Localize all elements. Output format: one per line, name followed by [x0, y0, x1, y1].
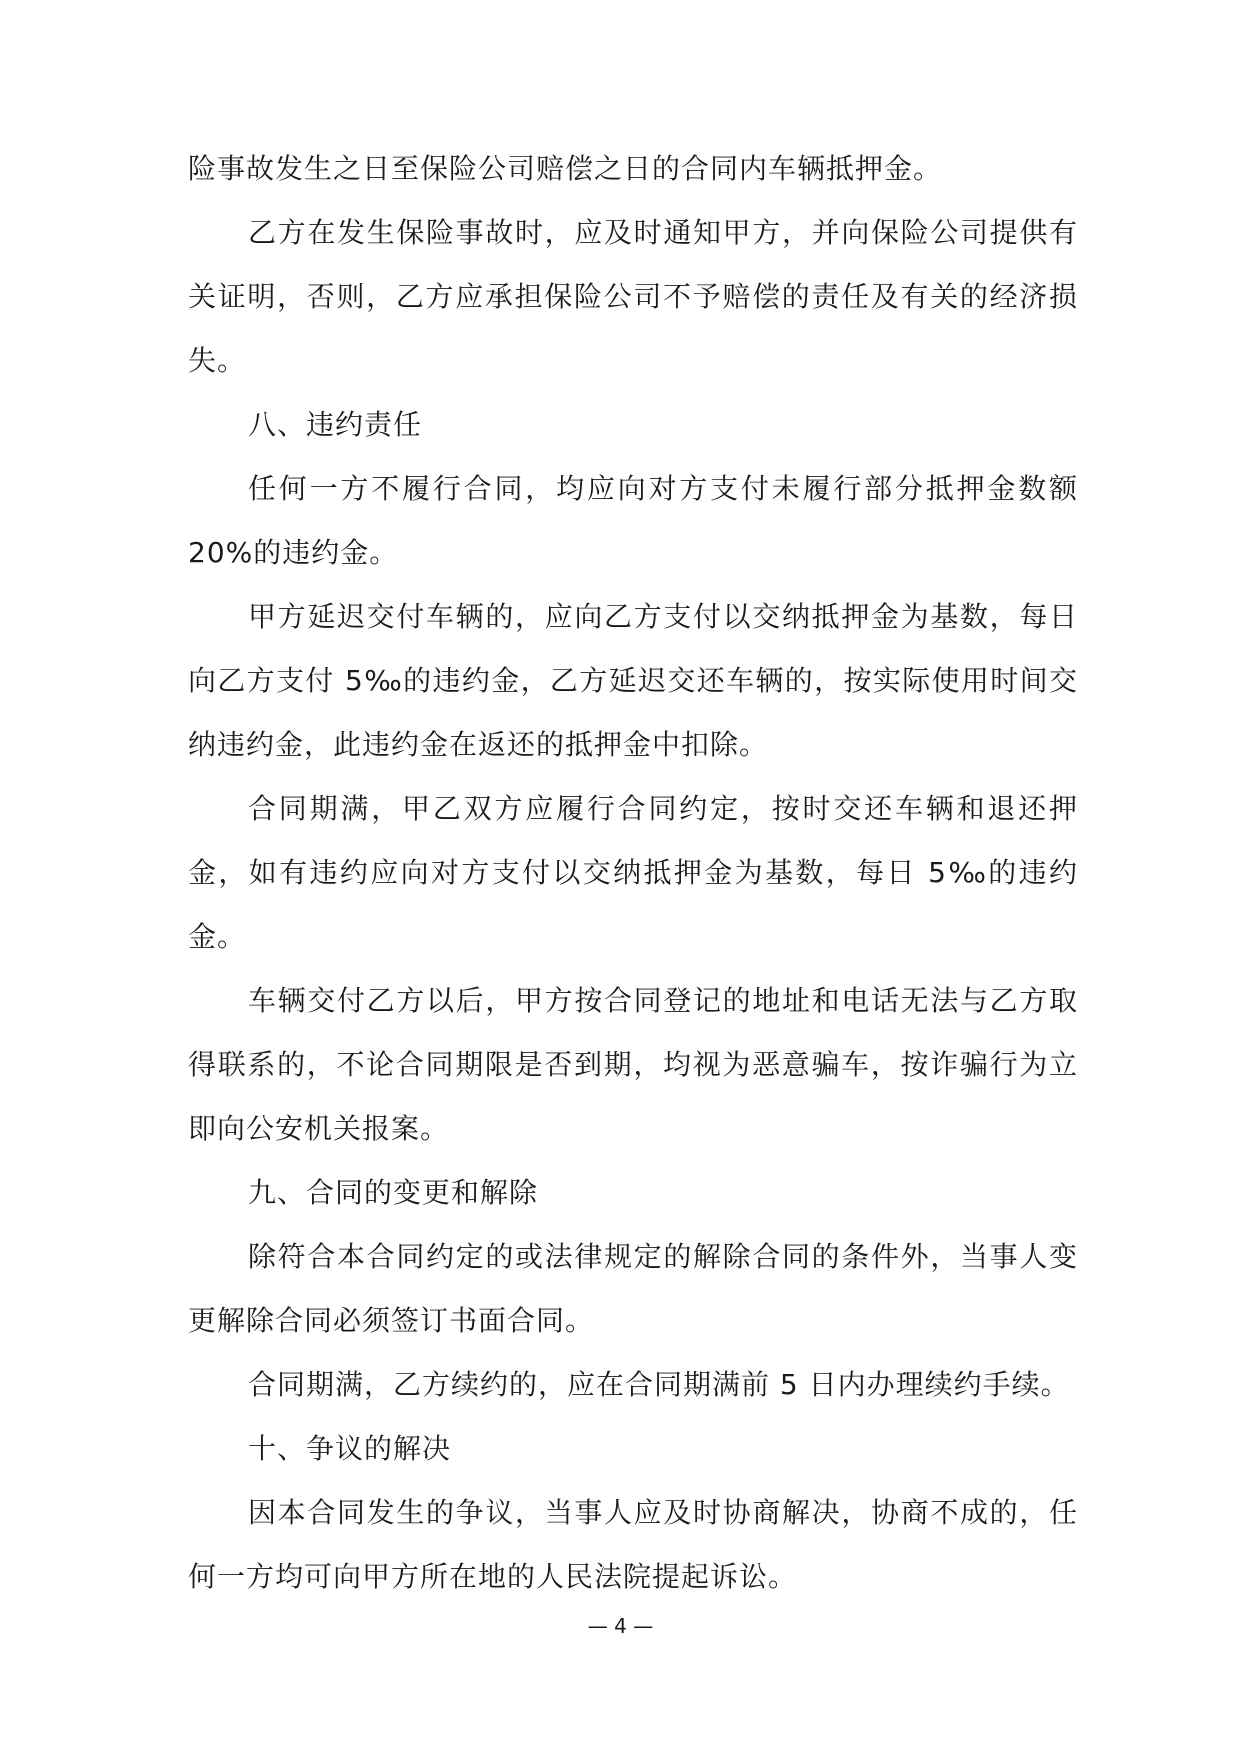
paragraph: 乙方在发生保险事故时，应及时通知甲方，并向保险公司提供有关证明，否则，乙方应承担保险公司不予赔偿的责任及有关的经济损失。 — [188, 216, 1078, 377]
paragraph: 除符合本合同约定的或法律规定的解除合同的条件外，当事人变更解除合同必须签订书面合同。 — [188, 1240, 1078, 1337]
paragraph: 因本合同发生的争议，当事人应及时协商解决，协商不成的，任何一方均可向甲方所在地的人民法院提起诉讼。 — [188, 1496, 1078, 1593]
section-heading: 九、合同的变更和解除 — [248, 1176, 539, 1209]
paragraph: 车辆交付乙方以后，甲方按合同登记的地址和电话无法与乙方取得联系的，不论合同期限是否到期，均视为恶意骗车，按诈骗行为立即向公安机关报案。 — [188, 984, 1078, 1145]
paragraph: 甲方延迟交付车辆的，应向乙方支付以交纳抵押金为基数，每日向乙方支付 5‰的违约金，乙方延迟交还车辆的，按实际使用时间交纳违约金，此违约金在返还的抵押金中扣除。 — [188, 600, 1078, 761]
paragraph: 合同期满，甲乙双方应履行合同约定，按时交还车辆和退还押金，如有违约应向对方支付以交纳抵押金为基数，每日 5‰的违约金。 — [188, 792, 1078, 953]
paragraph: 合同期满，乙方续约的，应在合同期满前 5 日内办理续约手续。 — [248, 1368, 1070, 1401]
section-heading: 十、争议的解决 — [248, 1432, 452, 1465]
section-heading: 八、违约责任 — [248, 408, 423, 441]
document-body — [188, 152, 1078, 1609]
paragraph: 险事故发生之日至保险公司赔偿之日的合同内车辆抵押金。 — [188, 152, 943, 185]
paragraph: 任何一方不履行合同，均应向对方支付未履行部分抵押金数额 20%的违约金。 — [188, 472, 1078, 569]
page-number: — 4 — — [587, 1614, 654, 1638]
